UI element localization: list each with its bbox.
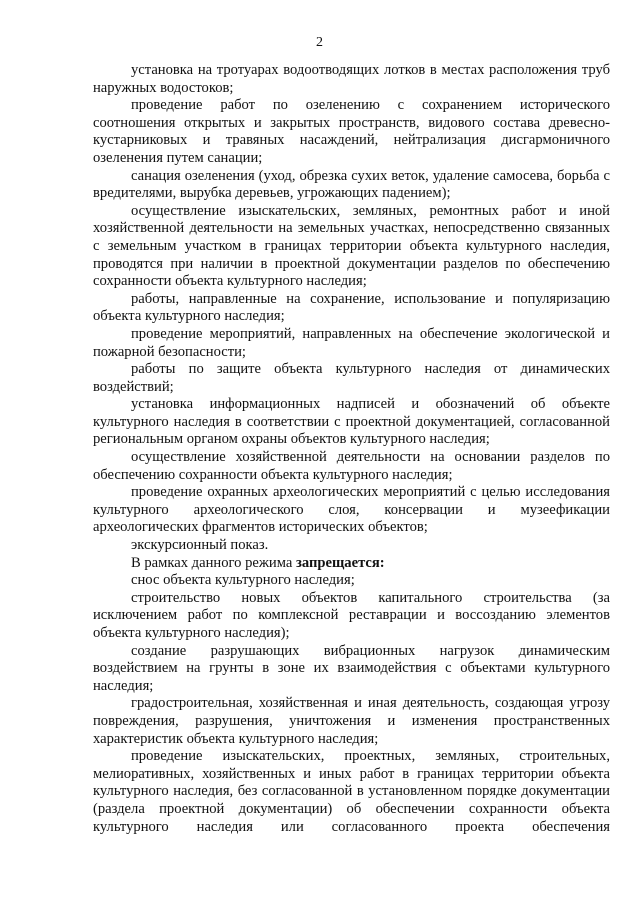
paragraph: проведение мероприятий, направленных на обеспечение экологической и пожарной безопасности; xyxy=(93,325,610,360)
prohibition-item: создание разрушающих вибрационных нагрузок динамическим воздействием на грунты в зоне их взаимодействия с объектами культурного наследия; xyxy=(93,642,610,694)
document-body xyxy=(93,62,610,836)
page-number: 2 xyxy=(316,35,323,50)
prohibition-intro: В рамках данного режима xyxy=(131,554,296,571)
paragraph: санация озеленения (уход, обрезка сухих веток, удаление самосева, борьба с вредителями, вырубка деревьев, угрожающих падением); xyxy=(93,167,610,202)
paragraph: осуществление хозяйственной деятельности на основании разделов по обеспечению сохранности объекта культурного наследия; xyxy=(93,449,610,483)
paragraph: установка информационных надписей и обозначений об объекте культурного наследия в соответствии с проектной документацией, согласованной региональным органом охраны объектов культурного наследия; xyxy=(93,396,610,448)
paragraph: установка на тротуарах водоотводящих лотков в местах расположения труб наружных водостоков; xyxy=(93,62,610,96)
paragraph: экскурсионный показ. xyxy=(131,537,269,554)
prohibition-heading xyxy=(93,555,610,573)
paragraph: работы по защите объекта культурного наследия от динамических воздействий; xyxy=(93,361,610,395)
paragraph: проведение охранных археологических мероприятий с целью исследования культурного археологического слоя, консервации и музеефикации археологических фрагментов исторических объектов; xyxy=(93,484,610,536)
paragraph: осуществление изыскательских, земляных, ремонтных работ и иной хозяйственной деятельности на земельных участках, непосредственно связанных с земельным участком в границах территории объекта культурного наследия, проводятся при наличии в проектной документации разделов по обеспечению сохранности объекта культурного наследия; xyxy=(93,202,610,290)
prohibition-item: проведение изыскательских, проектных, земляных, строительных, мелиоративных, хозяйственных и иных работ в границах территории объекта культурного наследия, без согласованной в установленном порядке документации (раздела проектной документации) об обеспечении сохранности объекта культурного наследия или согласованного проекта обеспечения xyxy=(93,748,610,835)
prohibition-bold-word: запрещается: xyxy=(296,554,385,571)
paragraph: проведение работ по озеленению с сохранением исторического соотношения открытых и закрытых пространств, видового состава древесно-кустарниковых и травяных насаждений, нейтрализация дисгармоничного озеленения путем санации; xyxy=(93,97,610,166)
prohibition-item: строительство новых объектов капитального строительства (за исключением работ по комплексной реставрации и воссозданию элементов объекта культурного наследия); xyxy=(93,589,610,641)
paragraph: работы, направленные на сохранение, использование и популяризацию объекта культурного наследия; xyxy=(93,290,610,325)
prohibition-item: снос объекта культурного наследия; xyxy=(131,572,355,589)
prohibition-item: градостроительная, хозяйственная и иная деятельность, создающая угрозу повреждения, разрушения, уничтожения и изменения пространственных характеристик объекта культурного наследия; xyxy=(93,695,610,747)
